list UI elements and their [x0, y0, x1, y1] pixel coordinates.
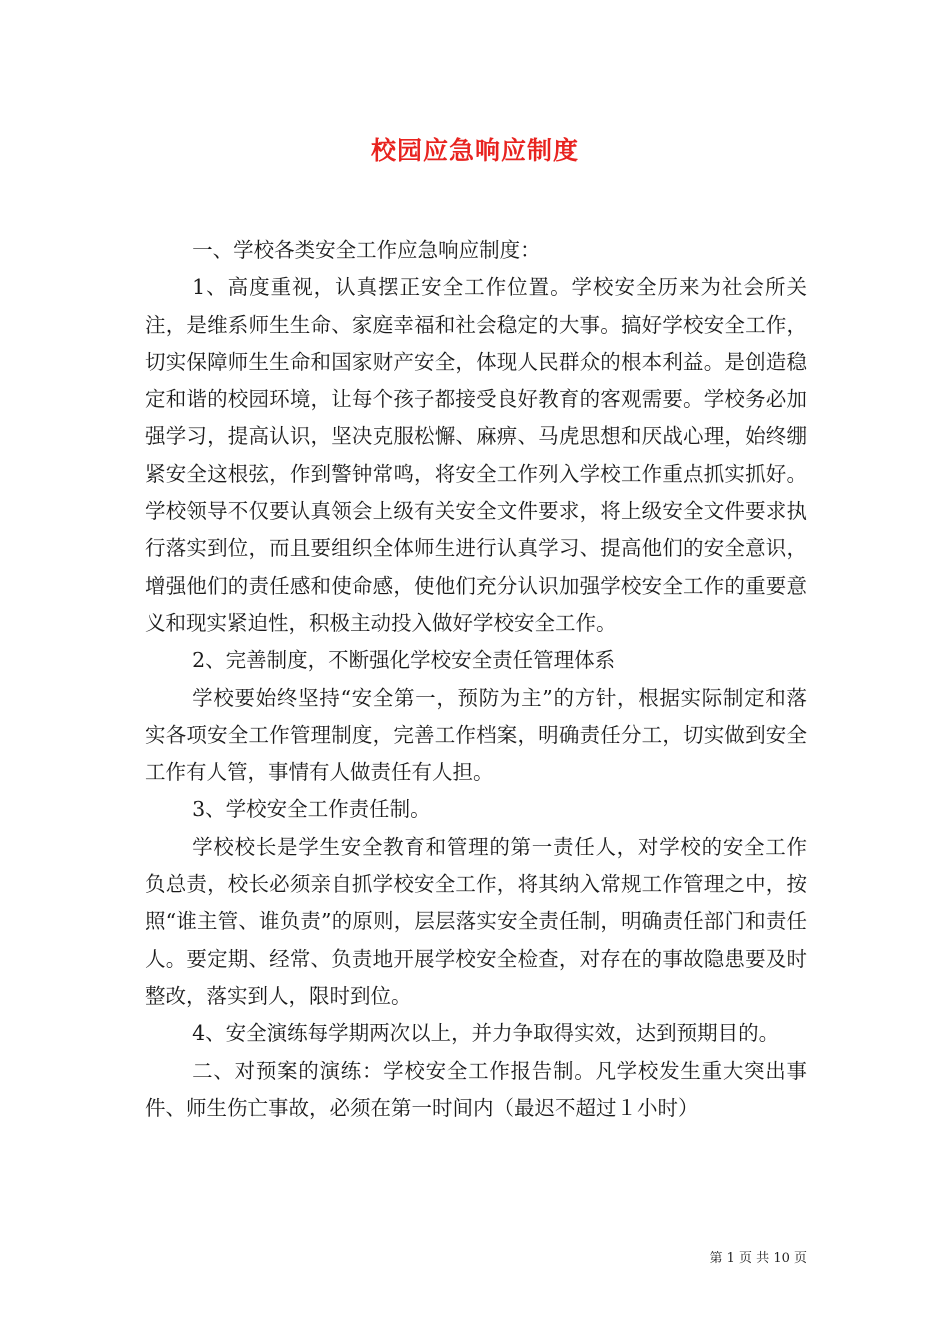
paragraph: 3、学校安全工作责任制。	[192, 797, 431, 822]
paragraph: 学校校长是学生安全教育和管理的第一责任人，对学校的安全工作负总责，校长必须亲自抓学校安全工作，将其纳入常规工作管理之中，按照“谁主管、谁负责”的原则，层层落实安全责任制，明确责任部门和责任人。要定期、经常、负责地开展学校安全检查，对存在的事故隐患要及时整改，落实到人，限时到位。	[145, 834, 807, 1008]
document-body	[145, 232, 807, 1127]
paragraph: 二、对预案的演练：学校安全工作报告制。凡学校发生重大突出事件、师生伤亡事故，必须在第一时间内（最迟不超过１小时）	[145, 1058, 807, 1120]
paragraph: 2、完善制度，不断强化学校安全责任管理体系	[192, 648, 616, 673]
document-title: 校园应急响应制度	[370, 136, 579, 165]
paragraph: 1、高度重视，认真摆正安全工作位置。学校安全历来为社会所关注，是维系师生生命、家庭幸福和社会稳定的大事。搞好学校安全工作，切实保障师生生命和国家财产安全，体现人民群众的根本利益。是创造稳定和谐的校园环境，让每个孩子都接受良好教育的客观需要。学校务必加强学习，提高认识，坚决克服松懈、麻痹、马虎思想和厌战心理，始终绷紧安全这根弦，作到警钟常鸣，将安全工作列入学校工作重点抓实抓好。学校领导不仅要认真领会上级有关安全文件要求，将上级安全文件要求执行落实到位，而且要组织全体师生进行认真学习、提高他们的安全意识，增强他们的责任感和使命感，使他们充分认识加强学校安全工作的重要意义和现实紧迫性，积极主动投入做好学校安全工作。	[145, 275, 807, 635]
page-number-footer: 第 1 页 共 10 页	[709, 1251, 807, 1266]
paragraph: 学校要始终坚持“安全第一，预防为主”的方针，根据实际制定和落实各项安全工作管理制度，完善工作档案，明确责任分工，切实做到安全工作有人管，事情有人做责任有人担。	[145, 685, 807, 785]
paragraph: 一、学校各类安全工作应急响应制度：	[192, 238, 541, 262]
paragraph: 4、安全演练每学期两次以上，并力争取得实效，达到预期目的。	[192, 1021, 780, 1046]
